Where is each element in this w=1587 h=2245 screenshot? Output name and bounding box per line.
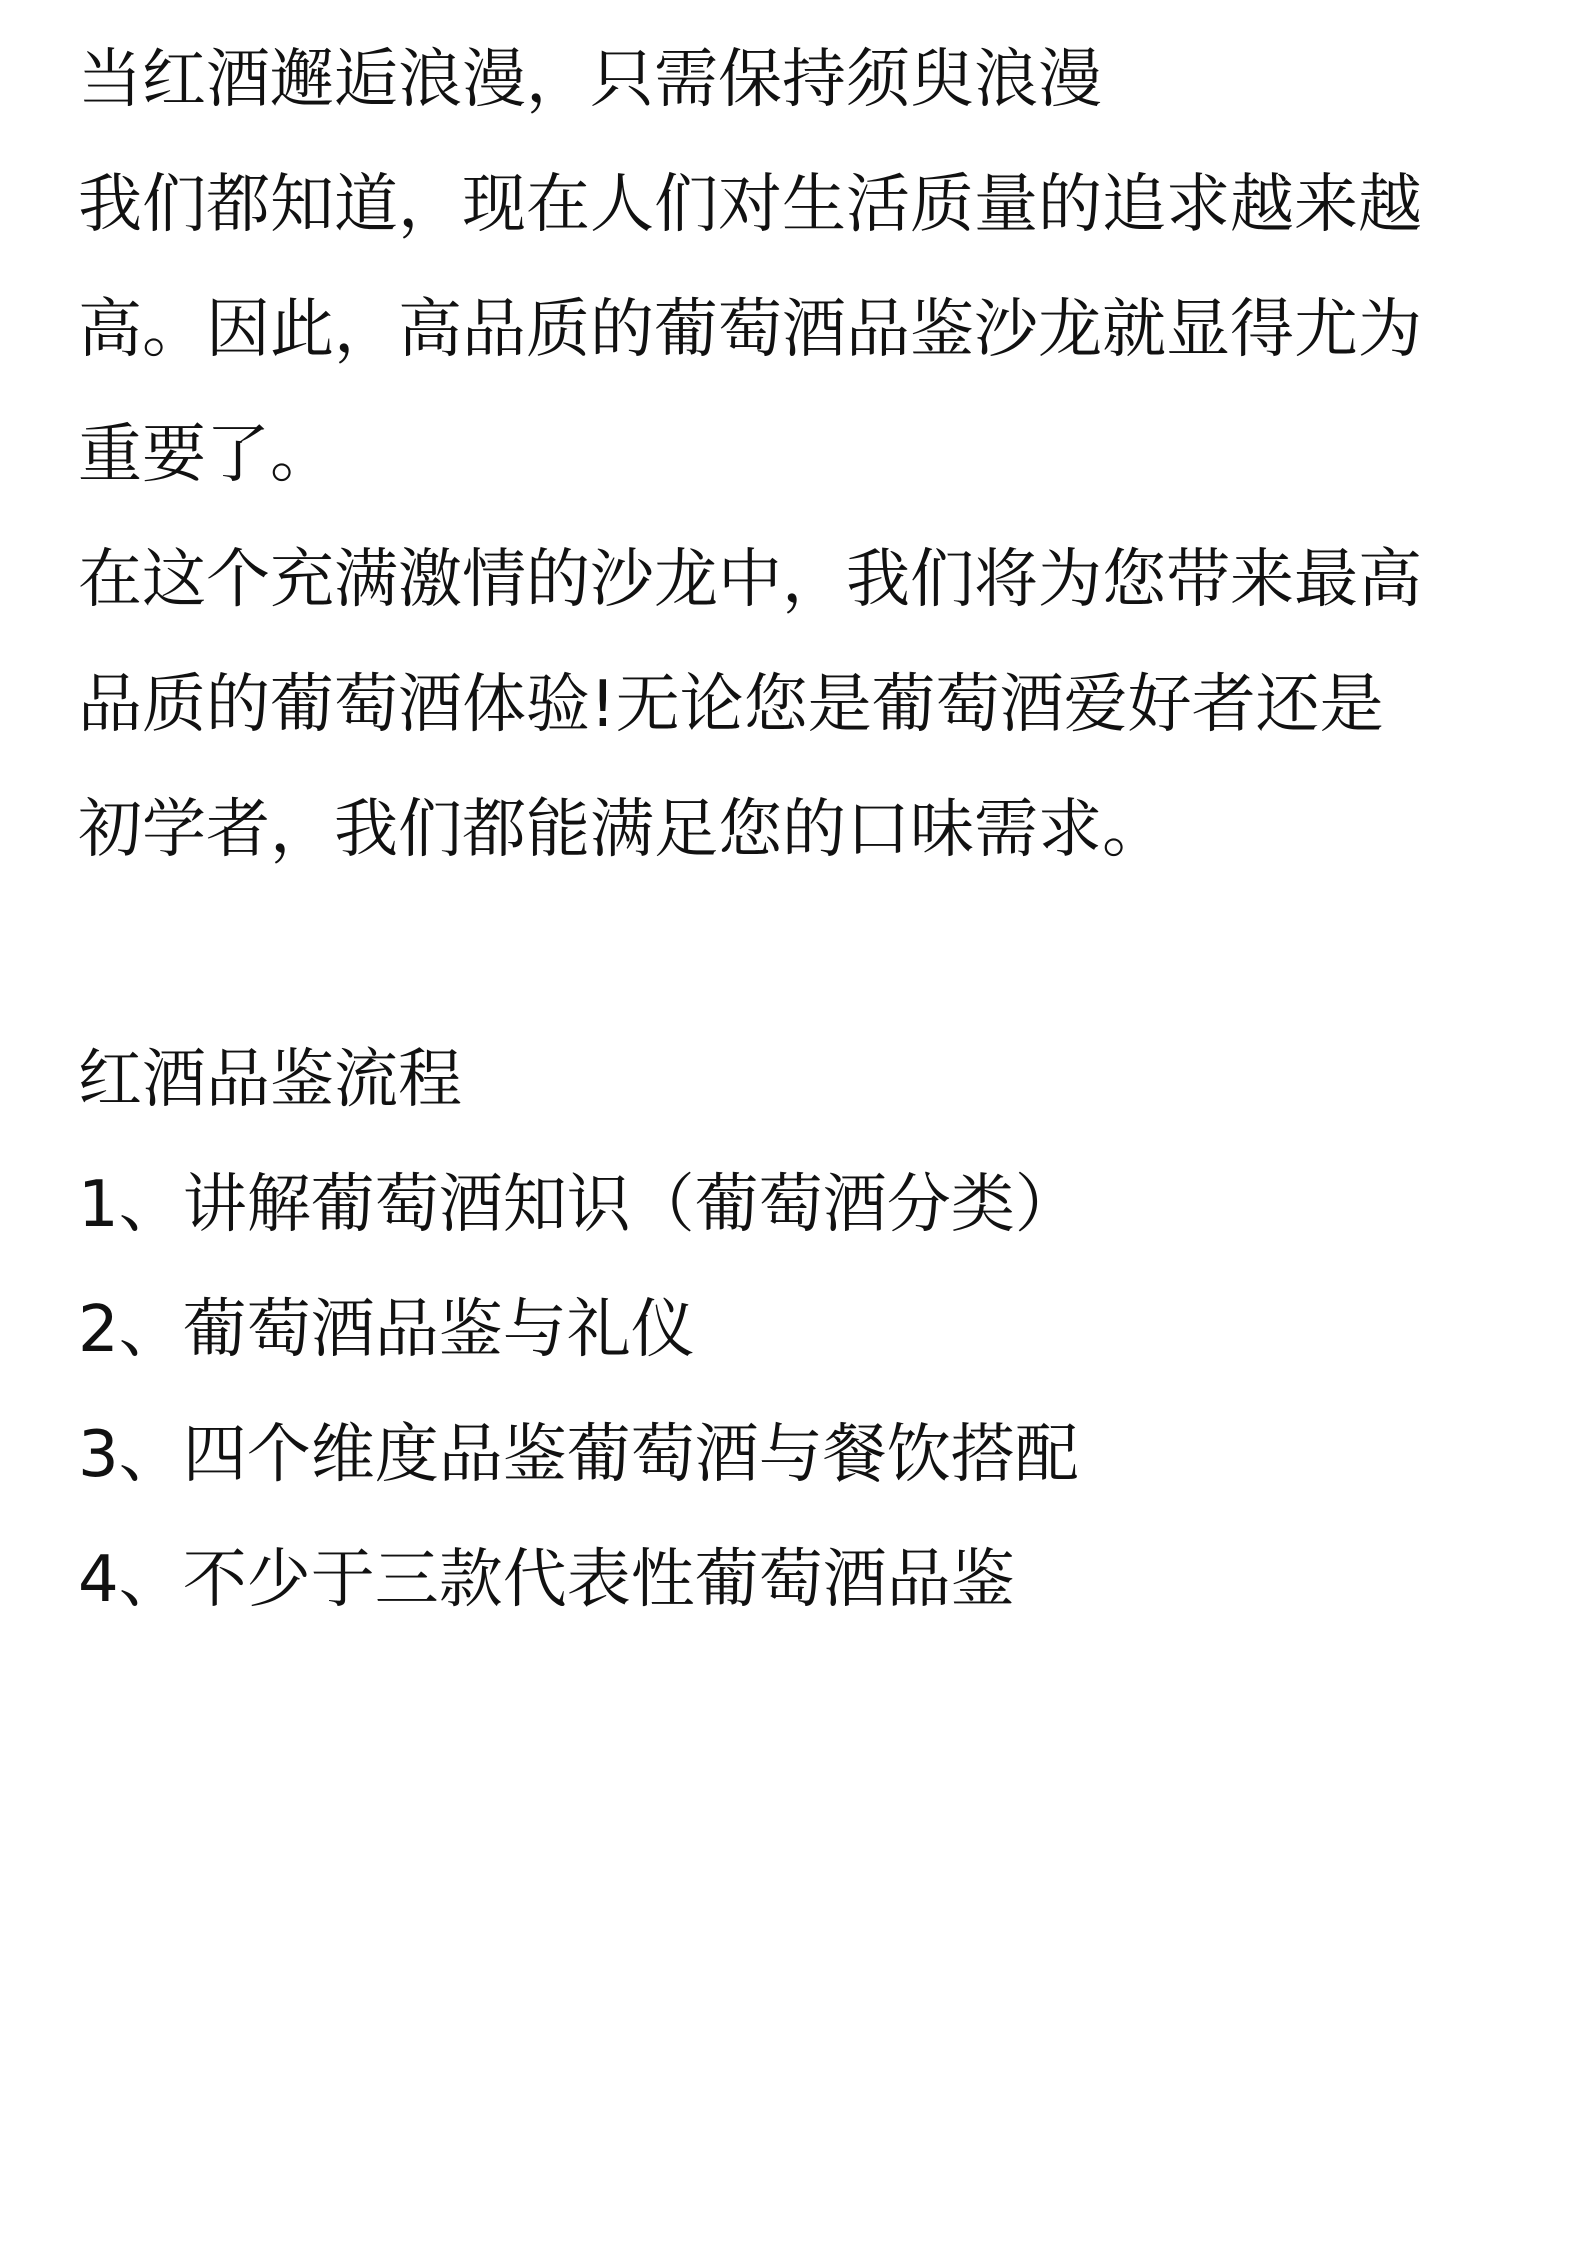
process-step-3: 3、四个维度品鉴葡萄酒与餐饮搭配	[78, 1418, 1079, 1492]
process-step-2: 2、葡萄酒品鉴与礼仪	[78, 1293, 695, 1367]
intro-line-2: 高。因此，高品质的葡萄酒品鉴沙龙就显得尤为	[78, 293, 1422, 367]
process-title: 红酒品鉴流程	[78, 1043, 462, 1117]
document-title: 当红酒邂逅浪漫，只需保持须臾浪漫	[78, 43, 1102, 117]
process-step-4: 4、不少于三款代表性葡萄酒品鉴	[78, 1543, 1015, 1617]
intro-line-6: 初学者，我们都能满足您的口味需求。	[78, 793, 1166, 867]
intro-line-1: 我们都知道，现在人们对生活质量的追求越来越	[78, 168, 1422, 242]
document-content	[78, 18, 1518, 1643]
intro-line-5: 品质的葡萄酒体验!无论您是葡萄酒爱好者还是	[78, 668, 1384, 742]
paragraph-spacer	[78, 893, 1518, 1018]
intro-line-3: 重要了。	[78, 418, 334, 492]
process-steps-list	[78, 1143, 1518, 1643]
process-step-1: 1、讲解葡萄酒知识（葡萄酒分类）	[78, 1168, 1079, 1242]
intro-line-4: 在这个充满激情的沙龙中，我们将为您带来最高	[78, 543, 1422, 617]
